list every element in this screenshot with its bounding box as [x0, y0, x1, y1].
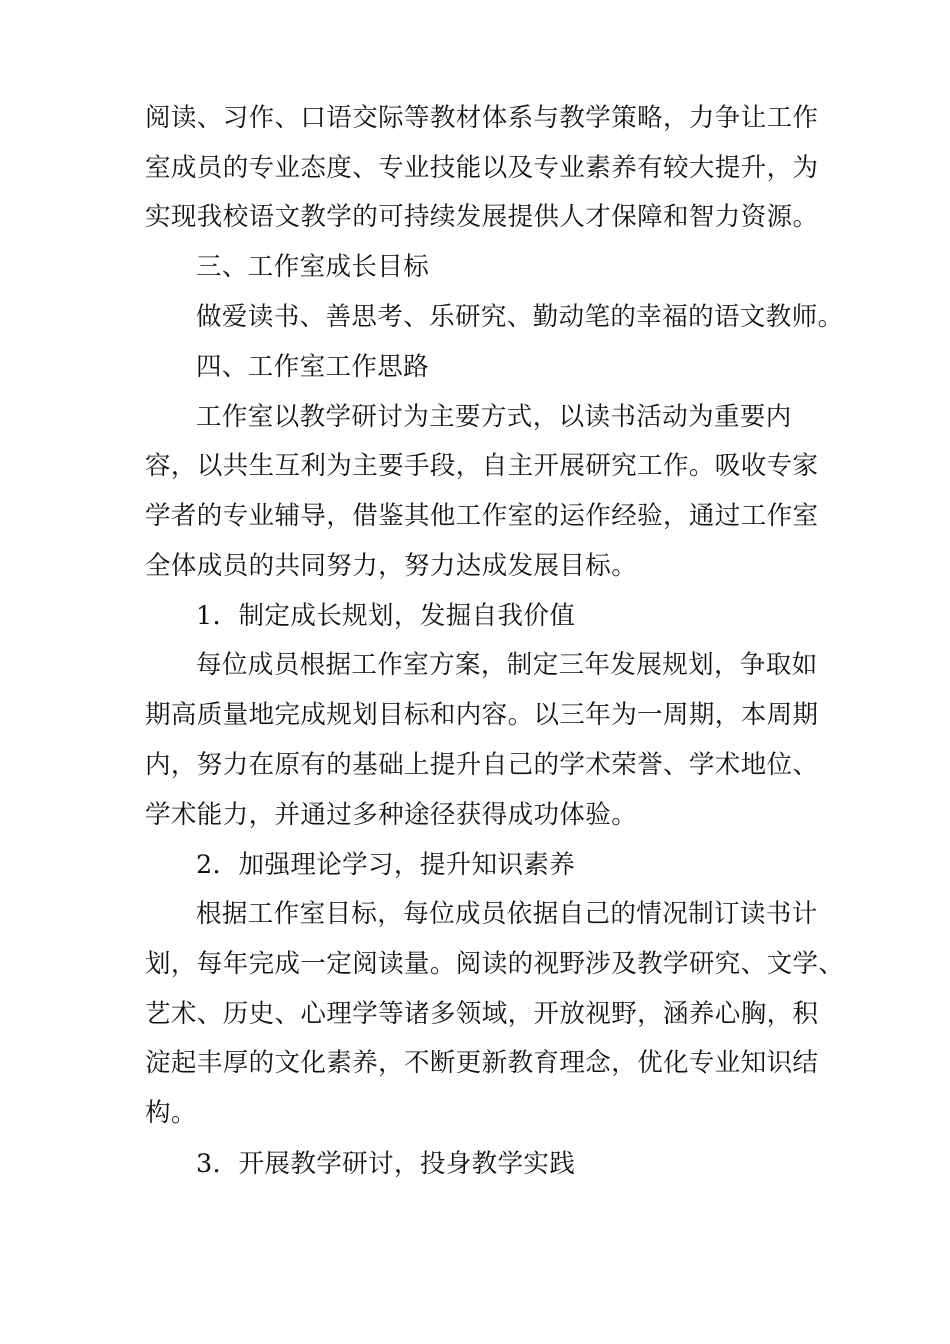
paragraph-line: 全体成员的共同努力，努力达成发展目标。	[145, 551, 638, 581]
paragraph-line: 构。	[145, 1098, 197, 1128]
subsection-heading: 3．开展教学研讨，投身教学实践	[196, 1149, 576, 1179]
subsection-heading: 2．加强理论学习，提升知识素养	[196, 850, 576, 880]
paragraph-line: 学者的专业辅导，借鉴其他工作室的运作经验，通过工作室	[145, 501, 819, 531]
paragraph-line: 内，努力在原有的基础上提升自己的学术荣誉、学术地位、	[145, 750, 819, 780]
paragraph-line: 每位成员根据工作室方案，制定三年发展规划，争取如	[196, 650, 818, 680]
paragraph-line: 根据工作室目标，每位成员依据自己的情况制订读书计	[196, 899, 818, 929]
paragraph-line: 淀起丰厚的文化素养，不断更新教育理念，优化专业知识结	[145, 1048, 819, 1078]
paragraph-line: 阅读、习作、口语交际等教材体系与教学策略，力争让工作	[145, 103, 819, 133]
paragraph-line: 实现我校语文教学的可持续发展提供人才保障和智力资源。	[145, 202, 819, 232]
paragraph-line: 室成员的专业态度、专业技能以及专业素养有较大提升，为	[145, 153, 819, 183]
section-heading: 四、工作室工作思路	[196, 352, 430, 382]
paragraph-line: 工作室以教学研讨为主要方式，以读书活动为重要内	[196, 402, 792, 432]
paragraph-line: 容，以共生互利为主要手段，自主开展研究工作。吸收专家	[145, 451, 819, 481]
subsection-heading: 1．制定成长规划，发掘自我价值	[196, 601, 576, 631]
paragraph-line: 艺术、历史、心理学等诸多领域，开放视野，涵养心胸，积	[145, 999, 819, 1029]
paragraph-line: 期高质量地完成规划目标和内容。以三年为一周期，本周期	[145, 700, 819, 730]
paragraph-line: 学术能力，并通过多种途径获得成功体验。	[145, 800, 638, 830]
paragraph-line: 做爱读书、善思考、乐研究、勤动笔的幸福的语文教师。	[196, 302, 844, 332]
section-heading: 三、工作室成长目标	[196, 252, 430, 282]
paragraph-line: 划，每年完成一定阅读量。阅读的视野涉及教学研究、文学、	[145, 949, 845, 979]
